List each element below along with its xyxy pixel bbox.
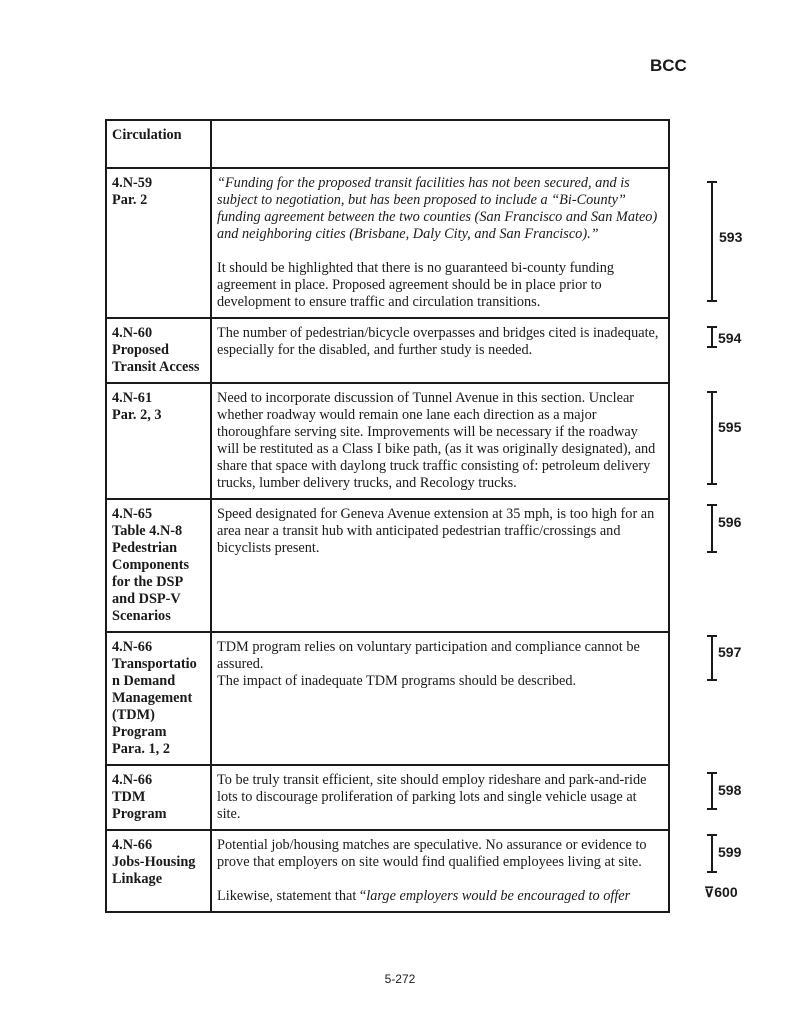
down-arrow-icon: ⊽	[704, 884, 715, 900]
comment-cell	[211, 632, 669, 765]
reference-line: 4.N-65	[112, 506, 153, 522]
table-row	[106, 830, 669, 912]
comment-cell	[211, 830, 669, 912]
bracket-593	[711, 181, 713, 302]
reference-cell	[106, 765, 211, 830]
reference-cell	[106, 168, 211, 318]
comment-paragraph: Speed designated for Geneva Avenue extension at 35 mph, is too high for an area near a transit hub with anticipated pedestrian traffic/crossings and bicyclists present.	[217, 506, 655, 556]
reference-line: 4.N-66	[112, 639, 153, 655]
comment-paragraph: Need to incorporate discussion of Tunnel Avenue in this section. Unclear whether roadway would remain one lane each direction as a major thoroughfare serving site. Improvements will be necessary if the roadway will be restituted as a Class I bike path, (as it was originally designated), and share that space with daylong truck traffic consisting of: petroleum delivery trucks, lumber delivery trucks, and Recology trucks.	[217, 390, 656, 491]
reference-line: Jobs-Housing	[112, 854, 196, 870]
reference-line: (TDM)	[112, 707, 155, 723]
comment-number-599: 599	[718, 844, 742, 860]
reference-line: and DSP-V	[112, 591, 181, 607]
quoted-text: large employers would be encouraged to offer	[366, 888, 631, 904]
bracket-598	[711, 772, 713, 810]
reference-line: Pedestrian	[112, 540, 178, 556]
reference-cell	[106, 383, 211, 499]
table-row	[106, 383, 669, 499]
section-title: Circulation	[106, 120, 211, 168]
comment-text: Likewise, statement that “	[217, 888, 367, 904]
comment-cell	[211, 168, 669, 318]
table-row	[106, 765, 669, 830]
bracket-595	[711, 391, 713, 485]
comment-table	[105, 119, 670, 913]
reference-cell	[106, 830, 211, 912]
reference-line: Par. 2	[112, 192, 148, 208]
comment-paragraph: It should be highlighted that there is no guaranteed bi-county funding agreement in place. Proposed agreement should be in place prior to development to ensure traffic and circulation transitions.	[217, 260, 615, 310]
comment-paragraph: The impact of inadequate TDM programs should be described.	[217, 673, 577, 689]
comment-paragraph: TDM program relies on voluntary participation and compliance cannot be assured.	[217, 639, 640, 672]
table-row	[106, 318, 669, 383]
comment-cell	[211, 383, 669, 499]
section-header-row	[106, 120, 669, 168]
comment-paragraph: Potential job/housing matches are speculative. No assurance or evidence to prove that employers on site would find qualified employees living at site.	[217, 837, 647, 870]
reference-line: Scenarios	[112, 608, 171, 624]
comment-paragraph: To be truly transit efficient, site should employ rideshare and park-and-ride lots to discourage proliferation of parking lots and single vehicle usage at site.	[217, 772, 647, 822]
reference-line: Management	[112, 690, 193, 706]
reference-line: Program	[112, 806, 167, 822]
header-code: BCC	[650, 56, 687, 75]
comment-number-597: 597	[718, 644, 742, 660]
comment-number-596: 596	[718, 514, 742, 530]
reference-line: Proposed	[112, 342, 169, 358]
comment-marker-600	[704, 884, 738, 901]
reference-line: Par. 2, 3	[112, 407, 162, 423]
page-number: 5-272	[384, 972, 416, 986]
reference-line: for the DSP	[112, 574, 184, 590]
reference-line: Table 4.N-8	[112, 523, 183, 539]
table-row	[106, 168, 669, 318]
bracket-596	[711, 504, 713, 553]
comment-paragraph: “Funding for the proposed transit facilities has not been secured, and is subject to negotiation, but has been proposed to include a “Bi-County” funding agreement between the two counties (San Francisco and San Mateo) and neighboring cities (Brisbane, Daly City, and San Francisco).”	[217, 175, 658, 242]
bracket-597	[711, 635, 713, 681]
reference-cell	[106, 318, 211, 383]
comment-cell	[211, 765, 669, 830]
reference-line: Para. 1, 2	[112, 741, 170, 757]
comment-paragraph	[217, 888, 663, 905]
reference-cell	[106, 499, 211, 632]
section-header-blank	[211, 120, 669, 168]
reference-cell	[106, 632, 211, 765]
reference-line: Linkage	[112, 871, 163, 887]
bracket-594	[711, 326, 713, 348]
reference-line: 4.N-61	[112, 390, 153, 406]
reference-line: Transportatio	[112, 656, 197, 672]
comment-paragraph: The number of pedestrian/bicycle overpasses and bridges cited is inadequate, especially for the disabled, and further study is needed.	[217, 325, 659, 358]
reference-line: 4.N-66	[112, 772, 153, 788]
reference-line: 4.N-59	[112, 175, 153, 191]
table-row	[106, 632, 669, 765]
comment-number-598: 598	[718, 782, 742, 798]
comment-cell	[211, 318, 669, 383]
comment-number-593: 593	[719, 229, 743, 245]
reference-line: n Demand	[112, 673, 176, 689]
bracket-599	[711, 834, 713, 873]
reference-line: 4.N-66	[112, 837, 153, 853]
reference-line: Transit Access	[112, 359, 200, 375]
comment-number-595: 595	[718, 419, 742, 435]
table-row	[106, 499, 669, 632]
reference-line: TDM	[112, 789, 146, 805]
comment-number-594: 594	[718, 330, 742, 346]
comment-number-600: 600	[714, 884, 738, 900]
reference-line: Program	[112, 724, 167, 740]
comment-cell	[211, 499, 669, 632]
reference-line: 4.N-60	[112, 325, 153, 341]
reference-line: Components	[112, 557, 190, 573]
